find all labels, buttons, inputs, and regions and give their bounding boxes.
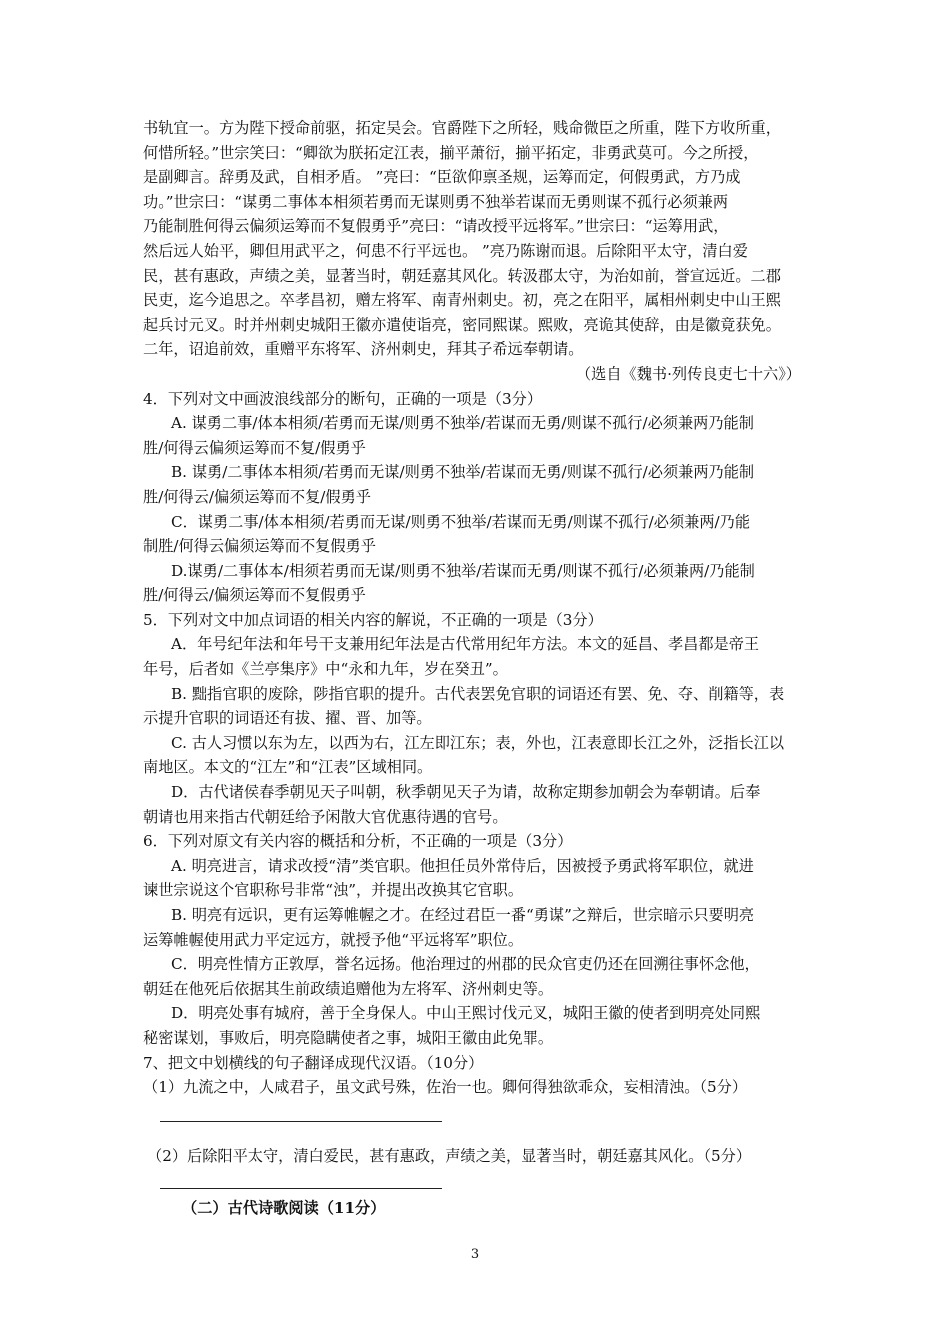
q4-option-a: A. 谋勇二事/体本相须/若勇而无谋/则勇不独举/若谋而无勇/则谋不孤行/必须兼两乃能制 xyxy=(171,414,754,433)
q4-option-c-cont: 制胜/何得云偏须运筹而不复假勇乎 xyxy=(143,537,376,556)
q5-option-d-cont: 朝请也用来指古代朝廷给予闲散大官优惠待遇的官号。 xyxy=(143,807,508,826)
passage-line: 何惜所轻。”世宗笑曰：“卿欲为朕拓定江表，揃平萧衍，揃平拓定，非勇武莫可。今之所授， xyxy=(143,143,759,162)
q5-option-c: C. 古人习惯以东为左，以西为右，江左即江东；表，外也，江表意即长江之外，泛指长江以 xyxy=(171,733,785,752)
q4-option-d-cont: 胜/何得云/偏须运筹而不复假勇乎 xyxy=(143,586,366,605)
answer-line-2 xyxy=(160,1188,442,1189)
q6-option-c: C．明亮性情方正敦厚，誉名远扬。他治理过的州郡的民众官吏仍还在回溯往事怀念他， xyxy=(171,955,760,974)
document-page xyxy=(143,116,813,1100)
passage-line: 然后远人始平，卿但用武平之，何患不行平远也。 ”亮乃陈谢而退。后除阳平太守，清白爱 xyxy=(143,241,748,260)
source-citation: （选自《魏书·列传良吏七十六》） xyxy=(575,364,801,383)
passage-line: 书轨宜一。方为陛下授命前驱，拓定吴会。官爵陛下之所轻，贱命微臣之所重，陛下方收所重， xyxy=(143,119,781,137)
q6-option-b-cont: 运筹帷幄使用武力平定远方，就授予他“平远将军”职位。 xyxy=(143,930,524,949)
question-6-stem: 6．下列对原文有关内容的概括和分析，不正确的一项是（3分） xyxy=(143,832,573,851)
question-4-stem: 4．下列对文中画波浪线部分的断句，正确的一项是（3分） xyxy=(143,389,543,408)
answer-line-1 xyxy=(160,1121,442,1122)
passage-line: 乃能制胜何得云偏须运筹而不复假勇乎”亮曰：“请改授平远将军。”世宗曰：“运筹用武， xyxy=(143,217,729,236)
q7-sentence-1: （1）九流之中，人咸君子，虽文武号殊，佐治一也。卿何得独欲乖众，妄相清浊。（5分） xyxy=(143,1078,748,1097)
q5-option-a: A．年号纪年法和年号干支兼用纪年法是古代常用纪年方法。本文的延昌、孝昌都是帝王 xyxy=(171,635,760,654)
passage-line: 起兵讨元叉。时并州刺史城阳王徽亦遣使诣亮，密同熙谋。熙败，亮诡其使辞，由是徽竟获免。 xyxy=(143,315,781,334)
question-5-stem: 5．下列对文中加点词语的相关内容的解说，不正确的一项是（3分） xyxy=(143,610,603,629)
question-7-stem: 7、把文中划横线的句子翻译成现代汉语。（10分） xyxy=(143,1053,484,1072)
q6-option-c-cont: 朝廷在他死后依据其生前政绩追赠他为左将军、济州刺史等。 xyxy=(143,979,554,998)
passage-line: 民，甚有惠政，声绩之美，显著当时，朝廷嘉其风化。转汲郡太守，为治如前，誉宣远近。二郡 xyxy=(143,266,781,285)
q5-option-c-cont: 南地区。本文的“江左”和“江表”区域相同。 xyxy=(143,758,433,777)
q6-option-d-cont: 秘密谋划，事败后，明亮隐瞒使者之事，城阳王徽由此免罪。 xyxy=(143,1028,554,1047)
passage-line: 是副卿言。辞勇及武，自相矛盾。 ”亮曰：“臣欲仰禀圣规，运筹而定，何假勇武，方乃成 xyxy=(143,168,741,187)
q5-option-d: D．古代诸侯春季朝见天子叫朝，秋季朝见天子为请，故称定期参加朝会为奉朝请。后奉 xyxy=(171,783,761,802)
passage-line: 二年，诏追前效，重赠平东将军、济州刺史，拜其子希远奉朝请。 xyxy=(143,340,584,359)
q4-option-c: C．谋勇二事/体本相须/若勇而无谋/则勇不独举/若谋而无勇/则谋不孤行/必须兼两/乃能 xyxy=(171,512,751,531)
q5-option-b-cont: 示提升官职的词语还有拔、擢、晋、加等。 xyxy=(143,709,432,728)
q5-option-a-cont: 年号，后者如《兰亭集序》中“永和九年，岁在癸丑”。 xyxy=(143,660,508,679)
q4-option-b-cont: 胜/何得云/偏须运筹而不复/假勇乎 xyxy=(143,487,371,506)
q7-sentence-2: （2）后除阳平太守，清白爱民，甚有惠政，声绩之美，显著当时，朝廷嘉其风化。（5分） xyxy=(147,1147,752,1165)
q6-option-a-cont: 谏世宗说这个官职称号非常“浊”，并提出改换其它官职。 xyxy=(143,881,524,900)
q4-option-b: B. 谋勇/二事体本相须/若勇而无谋/则勇不独举/若谋而无勇/则谋不孤行/必须兼两乃能制 xyxy=(171,463,755,482)
passage-line: 民吏，迄今追思之。卒孝昌初，赠左将军、南青州刺史。初，亮之在阳平，属相州刺史中山王熙 xyxy=(143,291,781,310)
page-number: 3 xyxy=(470,1247,480,1262)
q4-option-d: D.谋勇/二事体本/相须若勇而无谋/则勇不独举/若谋而无勇/则谋不孤行/必须兼两/乃能制 xyxy=(171,561,755,580)
q6-option-d: D．明亮处事有城府，善于全身保人。中山王熙讨伐元叉，城阳王徽的使者到明亮处同熙 xyxy=(171,1004,761,1023)
passage-line: 功。”世宗曰：“谋勇二事体本相须若勇而无谋则勇不独举若谋而无勇则谋不孤行必须兼两 xyxy=(143,192,729,211)
q6-option-a: A. 明亮进言，请求改授“清”类官职。他担任员外常侍后，因被授予勇武将军职位，就进 xyxy=(171,856,754,875)
q5-option-b: B. 黜指官职的废除，陟指官职的提升。古代表罢免官职的词语还有罢、免、夺、削籍等，表 xyxy=(171,684,785,703)
q6-option-b: B. 明亮有远识，更有运筹帷幄之才。在经过君臣一番“勇谋”之辩后，世宗暗示只要明亮 xyxy=(171,906,755,924)
section-2-heading: （二）古代诗歌阅读（11分） xyxy=(182,1199,386,1217)
q4-option-a-cont: 胜/何得云偏须运筹而不复/假勇乎 xyxy=(143,438,366,457)
